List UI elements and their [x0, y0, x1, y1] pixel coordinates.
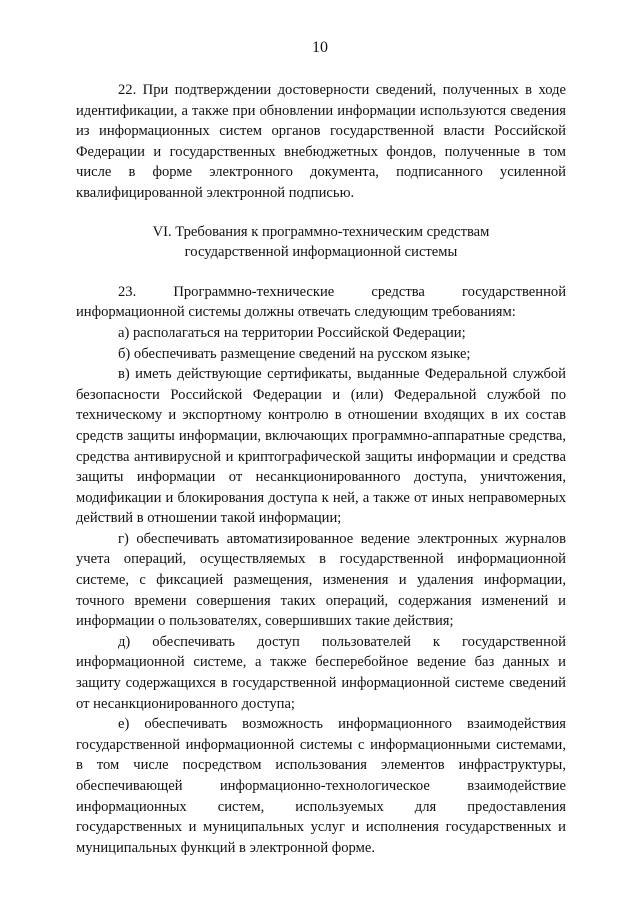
- item-a: а) располагаться на территории Российской Федерации;: [118, 324, 466, 341]
- item-e: е) обеспечивать возможность информационного взаимодействия государственной информационной системы с информационными системами, в том числе посредством использования элементов инфраструктуры, обеспечивающей информационно-технологическое взаимодействие информационных систем, используемых для предоставления государственных и муниципальных услуг и исполнения государственных и муниципальных функций в электронной форме.: [76, 716, 566, 856]
- section-heading: [76, 222, 566, 263]
- item-v: в) иметь действующие сертификаты, выданные Федеральной службой безопасности Российской Федерации и (или) Федеральной службой по техническому и экспортному контролю в отношении входящих в их состав средств защиты информации, включающих программно-аппаратные средства, средства антивирусной и криптографической защиты информации и средства защиты информации от несанкционированного доступа, уничтожения, модификации и блокирования доступа к ней, а также от иных неправомерных действий в отношении такой информации;: [76, 366, 566, 527]
- page-number: 10: [312, 39, 328, 56]
- section-heading-line-2: государственной информационной системы: [184, 244, 458, 261]
- section-heading-line-1: VI. Требования к программно-техническим средствам: [152, 223, 490, 240]
- document-body: [76, 80, 566, 858]
- item-b: б) обеспечивать размещение сведений на русском языке;: [118, 345, 471, 362]
- item-d: д) обеспечивать доступ пользователей к государственной информационной системе, а также бесперебойное ведение баз данных и защиту содержащихся в государственной информационной системе сведений от несанкционированного доступа;: [76, 633, 566, 712]
- paragraph-22: 22. При подтверждении достоверности сведений, полученных в ходе идентификации, а также при обновлении информации используются сведения из информационных систем органов государственной власти Российской Федерации и государственных внебюджетных фондов, полученные в том числе в форме электронного документа, подписанного усиленной квалифицированной электронной подписью.: [76, 82, 566, 201]
- paragraph-23: 23. Программно-технические средства государственной информационной системы должны отвечать следующим требованиям:: [76, 283, 566, 321]
- item-g: г) обеспечивать автоматизированное ведение электронных журналов учета операций, осуществляемых в государственной информационной системе, с фиксацией размещения, изменения и удаления информации, точного времени совершения таких операций, содержания изменений и информации о пользователях, совершивших такие действия;: [76, 530, 566, 630]
